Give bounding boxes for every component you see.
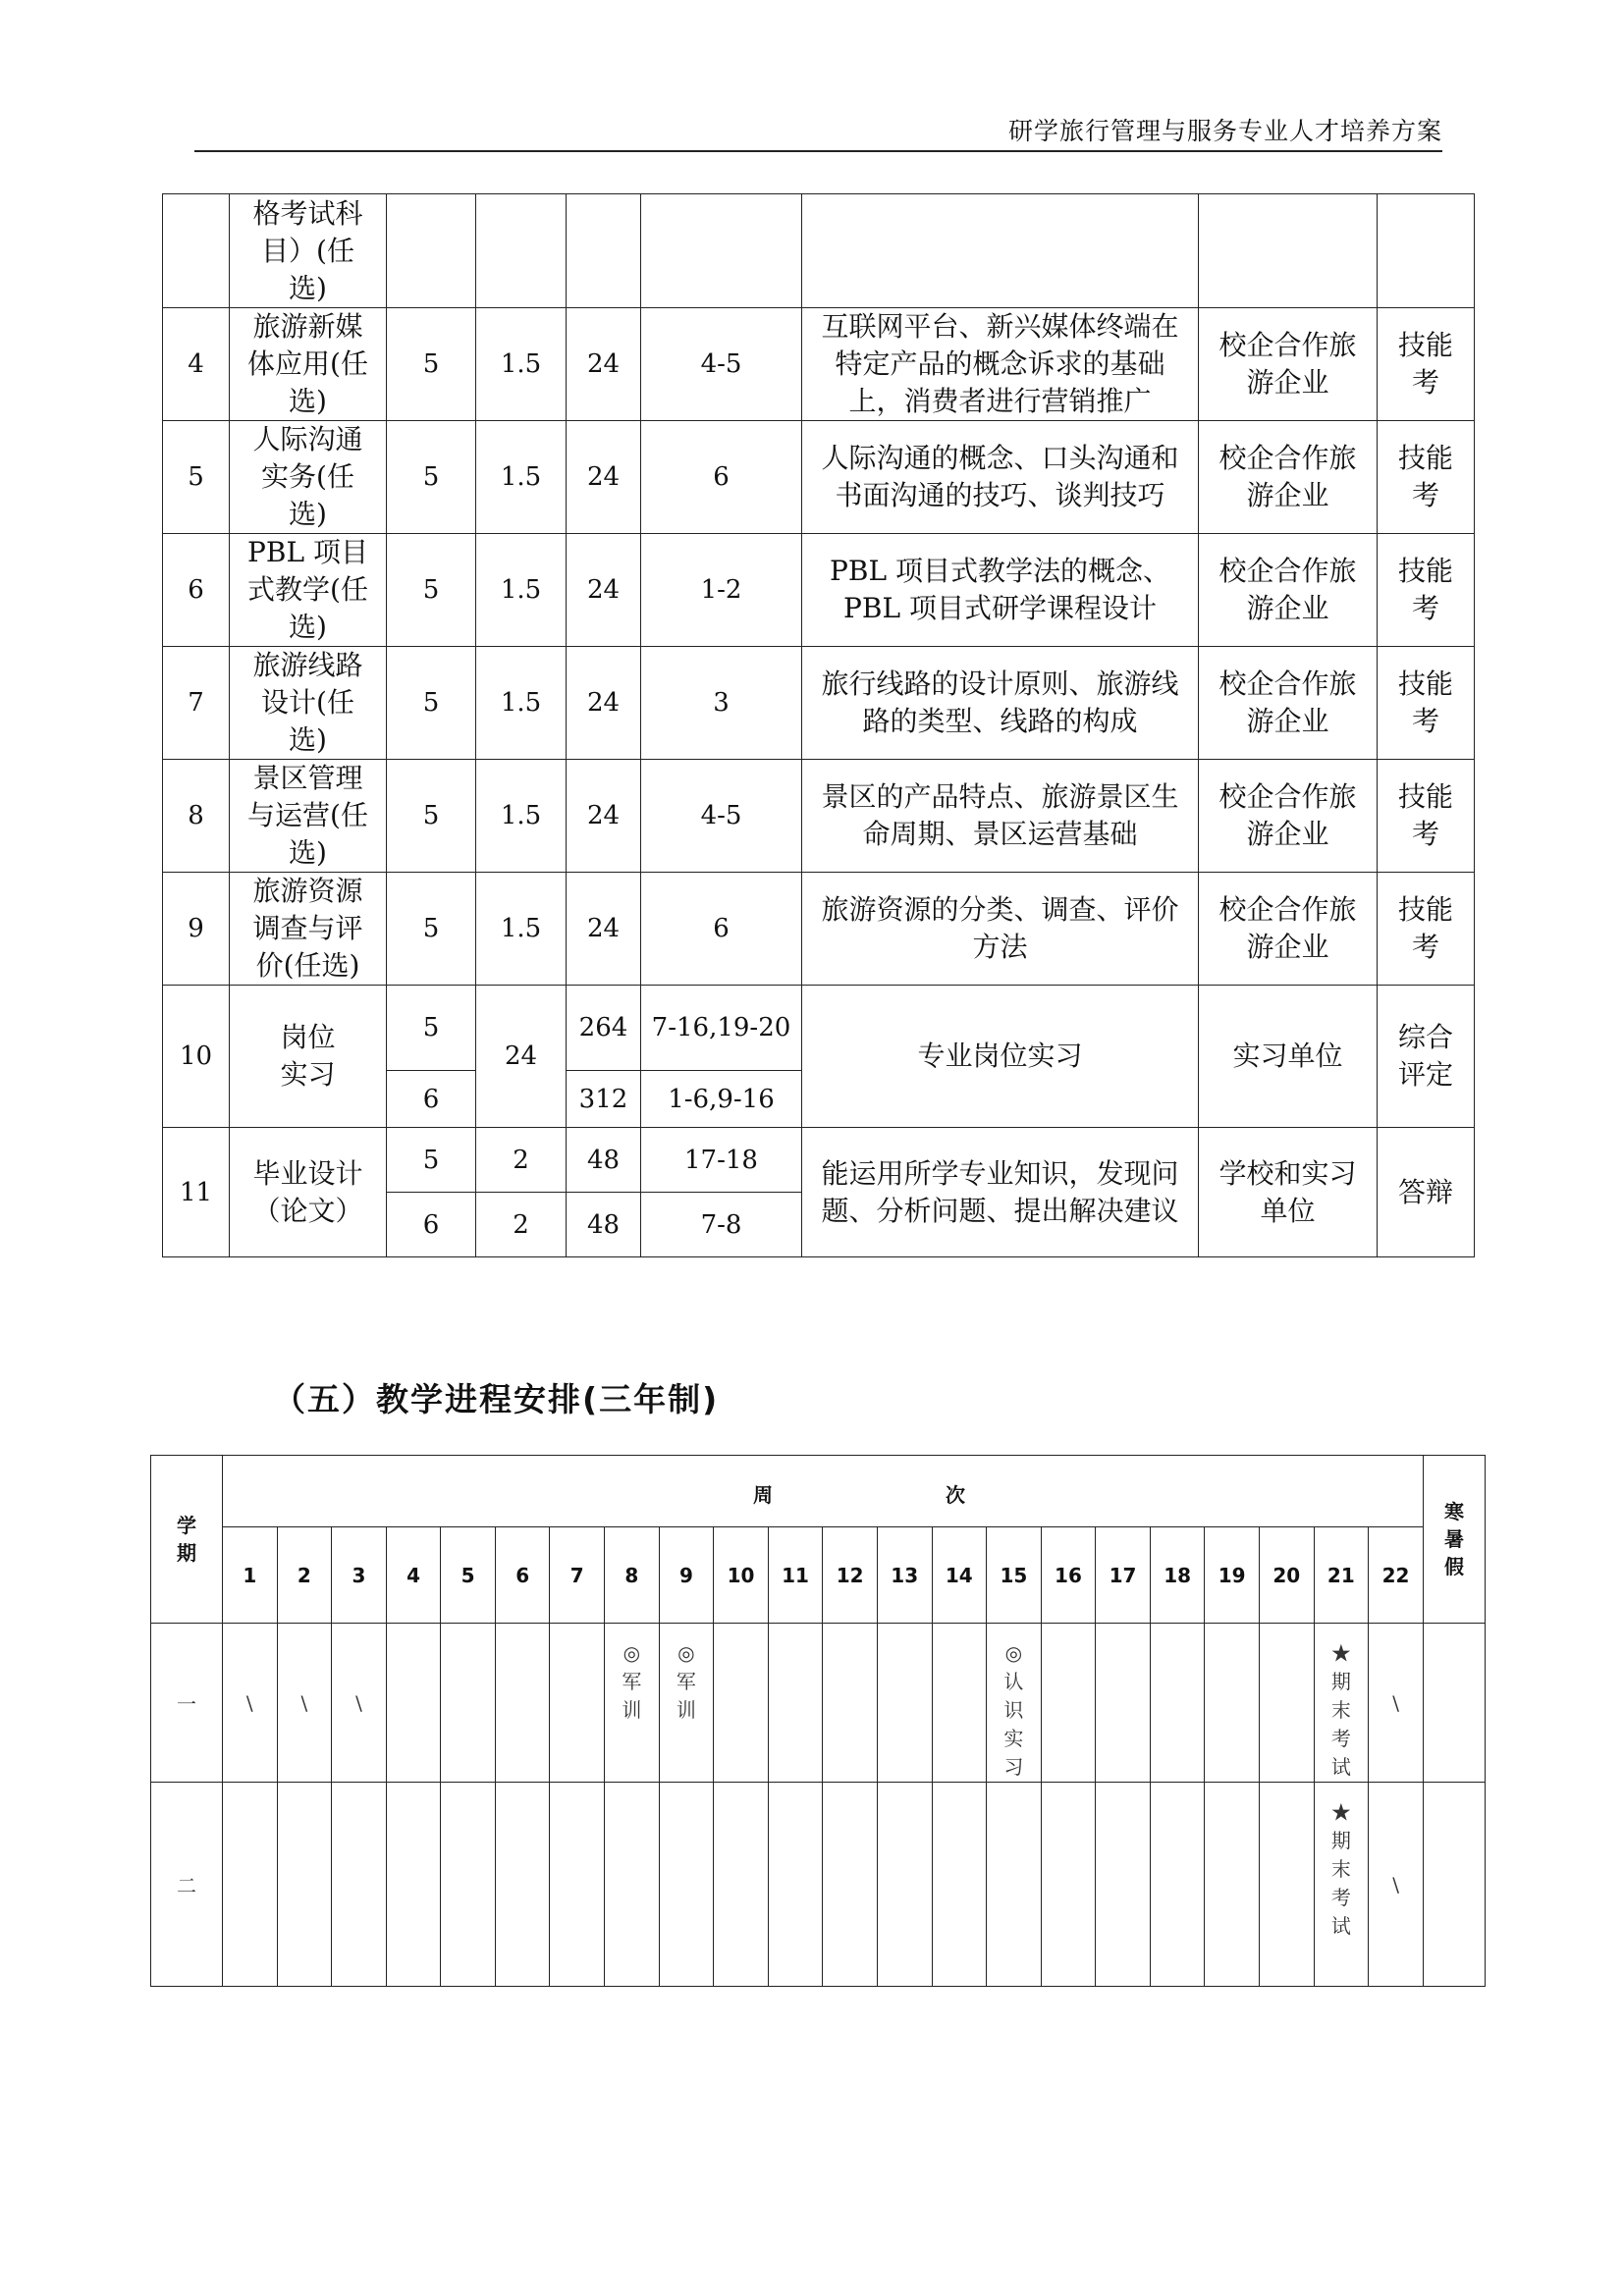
week-number: 12 <box>823 1527 878 1624</box>
course-hours: 24 <box>567 873 641 986</box>
week-label-b: 次 <box>946 1483 965 1507</box>
schedule-cell-text: ◎认识实习 <box>1003 1641 1024 1779</box>
course-content: 人际沟通的概念、口头沟通和书面沟通的技巧、谈判技巧 <box>802 421 1199 534</box>
course-name: 旅游线路设计(任选) <box>230 647 387 760</box>
schedule-cell <box>1314 1783 1369 1987</box>
schedule-cell <box>495 1624 550 1783</box>
schedule-cell-text: ◎军训 <box>676 1641 696 1722</box>
course-assessment: 综合评定 <box>1378 986 1475 1128</box>
schedule-cell <box>1150 1783 1205 1987</box>
header-title: 研学旅行管理与服务专业人才培养方案 <box>1007 117 1442 145</box>
course-weeks: 17-18 <box>641 1128 802 1193</box>
course-assessment: 技能考 <box>1378 534 1475 647</box>
course-no <box>163 194 230 308</box>
course-weeks: 4-5 <box>641 760 802 873</box>
course-row <box>163 421 1475 534</box>
schedule-cell <box>768 1783 823 1987</box>
week-number-row <box>151 1527 1486 1624</box>
course-row-continuation <box>163 194 1475 308</box>
schedule-cell <box>550 1624 605 1783</box>
course-row <box>163 647 1475 760</box>
schedule-cell <box>1150 1624 1205 1783</box>
schedule-cell <box>1205 1624 1260 1783</box>
course-assessment: 技能考 <box>1378 308 1475 421</box>
course-row <box>163 534 1475 647</box>
schedule-cell: \ <box>1369 1783 1424 1987</box>
course-name: 旅游新媒体应用(任选) <box>230 308 387 421</box>
header-rule <box>194 150 1442 152</box>
schedule-cell <box>877 1783 932 1987</box>
vacation-cell <box>1424 1783 1486 1987</box>
schedule-cell <box>277 1783 332 1987</box>
course-assessment: 技能考 <box>1378 873 1475 986</box>
week-header <box>223 1456 1424 1527</box>
schedule-cell <box>441 1783 496 1987</box>
semester-label: 一 <box>151 1624 223 1783</box>
course-credits: 1.5 <box>476 760 567 873</box>
week-number: 15 <box>987 1527 1042 1624</box>
schedule-header-row <box>151 1456 1486 1527</box>
course-hours: 24 <box>567 308 641 421</box>
schedule-cell <box>987 1783 1042 1987</box>
course-row <box>163 873 1475 986</box>
week-number: 11 <box>768 1527 823 1624</box>
schedule-cell: \ <box>277 1624 332 1783</box>
schedule-cell-text: ◎军训 <box>622 1641 642 1722</box>
course-no: 6 <box>163 534 230 647</box>
course-assessment: 答辩 <box>1378 1128 1475 1257</box>
course-no: 10 <box>163 986 230 1128</box>
schedule-cell <box>386 1624 441 1783</box>
course-credits: 1.5 <box>476 647 567 760</box>
course-semester: 5 <box>387 647 476 760</box>
week-number: 1 <box>223 1527 278 1624</box>
schedule-cell <box>223 1783 278 1987</box>
course-content: PBL 项目式教学法的概念、PBL 项目式研学课程设计 <box>802 534 1199 647</box>
week-number: 4 <box>386 1527 441 1624</box>
schedule-row <box>151 1624 1486 1783</box>
schedule-cell <box>605 1783 660 1987</box>
course-hours: 24 <box>567 760 641 873</box>
course-content: 旅游资源的分类、调查、评价方法 <box>802 873 1199 986</box>
course-content: 景区的产品特点、旅游景区生命周期、景区运营基础 <box>802 760 1199 873</box>
vacation-cell <box>1424 1624 1486 1783</box>
course-credits: 1.5 <box>476 308 567 421</box>
schedule-cell-text: ★期末考试 <box>1330 1641 1351 1779</box>
schedule-table <box>150 1455 1486 1987</box>
course-name: 景区管理与运营(任选) <box>230 760 387 873</box>
course-weeks: 7-16,19-20 <box>641 986 802 1071</box>
week-number: 5 <box>441 1527 496 1624</box>
schedule-cell <box>495 1783 550 1987</box>
course-weeks: 6 <box>641 873 802 986</box>
schedule-cell <box>877 1624 932 1783</box>
course-content: 专业岗位实习 <box>802 986 1199 1128</box>
course-weeks: 7-8 <box>641 1193 802 1257</box>
course-name: 人际沟通实务(任选) <box>230 421 387 534</box>
week-number: 9 <box>659 1527 714 1624</box>
course-semester: 5 <box>387 308 476 421</box>
course-weeks: 4-5 <box>641 308 802 421</box>
schedule-cell: \ <box>1369 1624 1424 1783</box>
course-partner: 校企合作旅游企业 <box>1199 647 1378 760</box>
schedule-cell: \ <box>332 1624 387 1783</box>
week-number: 17 <box>1096 1527 1151 1624</box>
schedule-cell <box>332 1783 387 1987</box>
course-hours: 24 <box>567 421 641 534</box>
schedule-cell <box>1041 1624 1096 1783</box>
schedule-cell <box>441 1624 496 1783</box>
section-heading: （五）教学进程安排(三年制) <box>273 1380 720 1418</box>
week-number: 10 <box>714 1527 769 1624</box>
week-number: 14 <box>932 1527 987 1624</box>
week-number: 16 <box>1041 1527 1096 1624</box>
course-semester: 5 <box>387 1128 476 1193</box>
schedule-cell <box>1205 1783 1260 1987</box>
schedule-cell <box>714 1624 769 1783</box>
schedule-cell <box>987 1624 1042 1783</box>
course-name: 旅游资源调查与评价(任选) <box>230 873 387 986</box>
week-number: 2 <box>277 1527 332 1624</box>
course-semester: 5 <box>387 986 476 1071</box>
course-partner: 校企合作旅游企业 <box>1199 760 1378 873</box>
course-partner: 校企合作旅游企业 <box>1199 421 1378 534</box>
vacation-header: 寒暑假 <box>1424 1456 1486 1624</box>
week-number: 7 <box>550 1527 605 1624</box>
week-number: 21 <box>1314 1527 1369 1624</box>
course-partner: 校企合作旅游企业 <box>1199 534 1378 647</box>
course-row <box>163 308 1475 421</box>
week-number: 19 <box>1205 1527 1260 1624</box>
course-assessment: 技能考 <box>1378 760 1475 873</box>
course-name: 毕业设计（论文） <box>230 1128 387 1257</box>
course-row-internship <box>163 986 1475 1071</box>
schedule-cell <box>714 1783 769 1987</box>
course-semester: 5 <box>387 873 476 986</box>
schedule-cell <box>1259 1783 1314 1987</box>
schedule-cell <box>659 1783 714 1987</box>
course-semester: 5 <box>387 421 476 534</box>
course-assessment: 技能考 <box>1378 421 1475 534</box>
schedule-cell <box>1096 1783 1151 1987</box>
course-content: 互联网平台、新兴媒体终端在特定产品的概念诉求的基础上，消费者进行营销推广 <box>802 308 1199 421</box>
course-content: 旅行线路的设计原则、旅游线路的类型、线路的构成 <box>802 647 1199 760</box>
course-semester: 6 <box>387 1071 476 1128</box>
schedule-cell <box>932 1624 987 1783</box>
course-semester: 6 <box>387 1193 476 1257</box>
course-no: 4 <box>163 308 230 421</box>
course-no: 5 <box>163 421 230 534</box>
course-hours: 264 <box>567 986 641 1071</box>
course-credits: 2 <box>476 1128 567 1193</box>
course-credits: 2 <box>476 1193 567 1257</box>
schedule-cell <box>550 1783 605 1987</box>
course-semester: 5 <box>387 760 476 873</box>
schedule-cell <box>659 1624 714 1783</box>
course-partner: 校企合作旅游企业 <box>1199 308 1378 421</box>
course-weeks: 3 <box>641 647 802 760</box>
course-hours: 24 <box>567 647 641 760</box>
course-name: PBL 项目式教学(任选) <box>230 534 387 647</box>
week-number: 18 <box>1150 1527 1205 1624</box>
course-no: 9 <box>163 873 230 986</box>
course-content: 能运用所学专业知识，发现问题、分析问题、提出解决建议 <box>802 1128 1199 1257</box>
schedule-cell <box>1259 1624 1314 1783</box>
course-credits: 1.5 <box>476 421 567 534</box>
week-label-a: 周 <box>753 1483 773 1507</box>
course-partner: 校企合作旅游企业 <box>1199 873 1378 986</box>
week-number: 6 <box>495 1527 550 1624</box>
course-row-thesis <box>163 1128 1475 1193</box>
course-credits: 1.5 <box>476 873 567 986</box>
schedule-cell <box>932 1783 987 1987</box>
course-credits: 24 <box>476 986 567 1128</box>
week-number: 20 <box>1259 1527 1314 1624</box>
schedule-cell <box>605 1624 660 1783</box>
course-weeks: 1-2 <box>641 534 802 647</box>
week-number: 8 <box>605 1527 660 1624</box>
course-row <box>163 760 1475 873</box>
course-weeks: 1-6,9-16 <box>641 1071 802 1128</box>
course-weeks: 6 <box>641 421 802 534</box>
course-assessment: 技能考 <box>1378 647 1475 760</box>
course-hours: 48 <box>567 1193 641 1257</box>
course-no: 8 <box>163 760 230 873</box>
course-hours: 24 <box>567 534 641 647</box>
course-table <box>162 193 1475 1257</box>
course-no: 7 <box>163 647 230 760</box>
week-number: 3 <box>332 1527 387 1624</box>
course-hours: 312 <box>567 1071 641 1128</box>
schedule-row <box>151 1783 1486 1987</box>
course-credits: 1.5 <box>476 534 567 647</box>
course-partner: 实习单位 <box>1199 986 1378 1128</box>
course-name: 岗位实习 <box>230 986 387 1128</box>
schedule-cell <box>386 1783 441 1987</box>
schedule-cell <box>1314 1624 1369 1783</box>
course-no: 11 <box>163 1128 230 1257</box>
semester-label: 二 <box>151 1783 223 1987</box>
course-name: 格考试科目）(任选) <box>230 194 387 308</box>
schedule-cell <box>823 1783 878 1987</box>
schedule-cell-text: ★期末考试 <box>1330 1800 1351 1938</box>
course-semester: 5 <box>387 534 476 647</box>
semester-header: 学期 <box>151 1456 223 1624</box>
schedule-cell: \ <box>223 1624 278 1783</box>
week-number: 13 <box>877 1527 932 1624</box>
schedule-cell <box>1041 1783 1096 1987</box>
schedule-cell <box>823 1624 878 1783</box>
course-partner: 学校和实习单位 <box>1199 1128 1378 1257</box>
schedule-cell <box>1096 1624 1151 1783</box>
course-hours: 48 <box>567 1128 641 1193</box>
week-number: 22 <box>1369 1527 1424 1624</box>
schedule-cell <box>768 1624 823 1783</box>
